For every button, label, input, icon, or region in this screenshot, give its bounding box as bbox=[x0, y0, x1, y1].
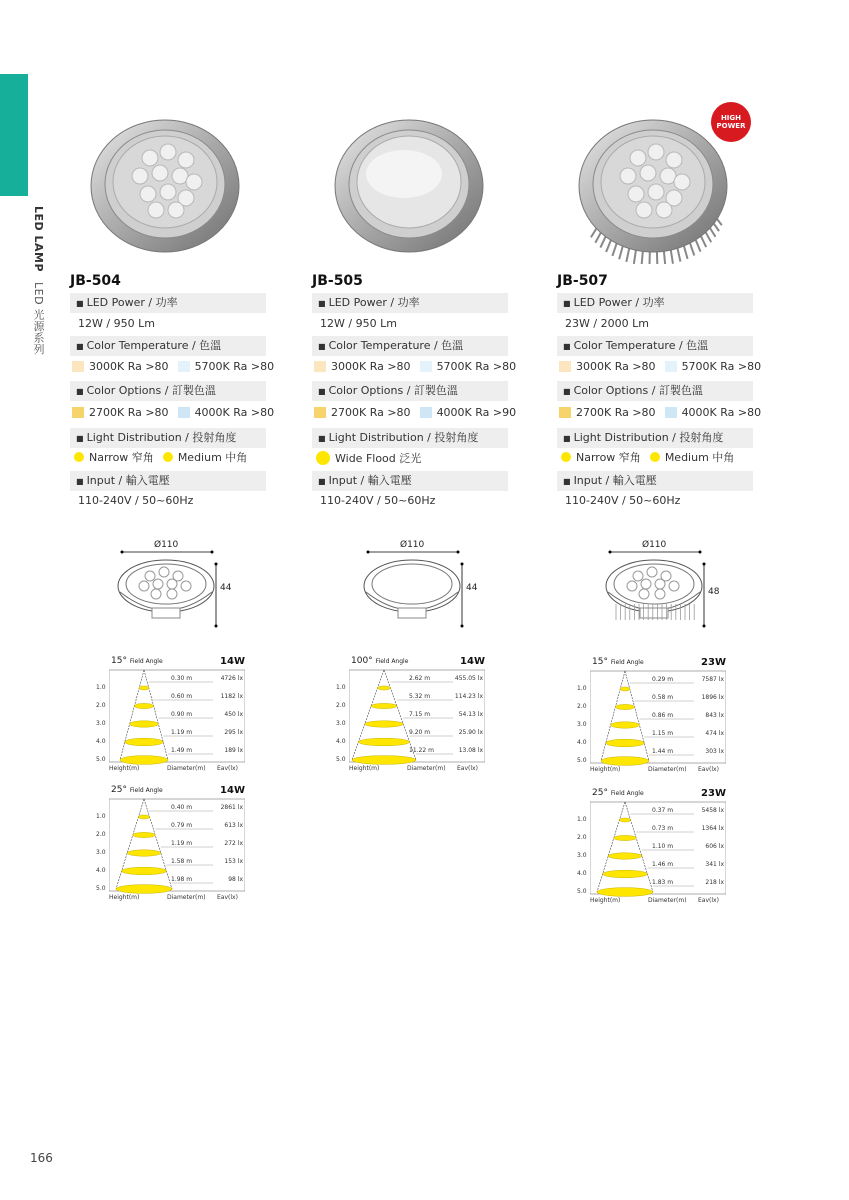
sidebar-label-zh: LED 光源系列 bbox=[32, 282, 45, 356]
beam-dot bbox=[163, 452, 173, 462]
bullet-icon: ■ bbox=[76, 434, 84, 443]
cool-swatch bbox=[665, 361, 677, 372]
height-tick: 5.0 bbox=[577, 888, 587, 895]
height-tick: 3.0 bbox=[577, 721, 587, 728]
spec-header bbox=[312, 293, 508, 313]
spec-header bbox=[70, 336, 266, 356]
height-tick: 3.0 bbox=[336, 720, 346, 727]
height-tick: 3.0 bbox=[96, 720, 106, 727]
diameter-value: 1.46 m bbox=[652, 861, 674, 868]
beam-dot bbox=[316, 451, 330, 465]
illuminance-ellipse bbox=[615, 704, 634, 709]
height-tick: 1.0 bbox=[96, 813, 106, 820]
angle-value: 25° bbox=[592, 788, 608, 798]
spec-header-label: Light Distribution / 投射角度 bbox=[573, 431, 724, 444]
bullet-icon: ■ bbox=[318, 299, 326, 308]
illuminance-ellipse bbox=[134, 703, 153, 708]
lux-value: 613 lx bbox=[224, 822, 243, 829]
height-tick: 4.0 bbox=[96, 867, 106, 874]
diameter-value: 0.58 m bbox=[652, 694, 674, 701]
axis-diameter-label: Diameter(m) bbox=[648, 766, 687, 773]
height-tick: 2.0 bbox=[577, 703, 587, 710]
spec-header-label: Color Options / 訂製色溫 bbox=[86, 384, 216, 397]
axis-eav-label: Eav(lx) bbox=[217, 894, 238, 901]
spec-header-label: LED Power / 功率 bbox=[86, 296, 178, 309]
color-temp-values bbox=[559, 360, 761, 374]
ct-b: 5700K Ra >80 bbox=[436, 360, 517, 373]
lux-value: 7587 lx bbox=[701, 676, 724, 683]
height-tick: 2.0 bbox=[336, 702, 346, 709]
illuminance-ellipse bbox=[371, 703, 397, 708]
lux-value: 295 lx bbox=[224, 729, 243, 736]
height-tick: 4.0 bbox=[577, 739, 587, 746]
lux-value: 1182 lx bbox=[220, 693, 243, 700]
diameter-value: 1.19 m bbox=[171, 840, 193, 847]
bullet-icon: ■ bbox=[76, 477, 84, 486]
diameter-value: 0.60 m bbox=[171, 693, 193, 700]
angle-value: 100° bbox=[351, 656, 373, 666]
chart-watt: 23W bbox=[701, 657, 726, 668]
illuminance-ellipse bbox=[138, 815, 149, 819]
illuminance-ellipse bbox=[606, 739, 644, 747]
lux-value: 98 lx bbox=[228, 876, 243, 883]
spec-header bbox=[70, 381, 266, 401]
spec-header-label: LED Power / 功率 bbox=[328, 296, 420, 309]
beam-chart bbox=[96, 656, 245, 778]
blue-swatch bbox=[665, 407, 677, 418]
lux-value: 1896 lx bbox=[701, 694, 724, 701]
height-tick: 2.0 bbox=[96, 831, 106, 838]
diameter-value: 0.73 m bbox=[652, 825, 674, 832]
illuminance-ellipse bbox=[611, 722, 640, 728]
diameter-label: Ø110 bbox=[400, 540, 425, 550]
illuminance-ellipse bbox=[378, 686, 391, 690]
lux-value: 450 lx bbox=[224, 711, 243, 718]
beam-chart bbox=[96, 785, 245, 907]
illuminance-ellipse bbox=[597, 888, 653, 897]
input-value: 110-240V / 50~60Hz bbox=[78, 494, 194, 507]
bullet-icon: ■ bbox=[563, 342, 571, 351]
axis-eav-label: Eav(lx) bbox=[217, 765, 238, 772]
lux-value: 4726 lx bbox=[220, 675, 243, 682]
illuminance-ellipse bbox=[120, 756, 168, 765]
chart-watt: 14W bbox=[460, 656, 485, 667]
field-angle-label: Field Angle bbox=[610, 790, 644, 797]
badge-line1: HIGH bbox=[720, 114, 742, 122]
height-tick: 2.0 bbox=[577, 834, 587, 841]
sidebar-label bbox=[30, 206, 46, 355]
ct-a: 3000K Ra >80 bbox=[89, 360, 169, 373]
bullet-icon: ■ bbox=[76, 342, 84, 351]
height-label: 44 bbox=[466, 583, 478, 593]
field-angle-label: Field Angle bbox=[129, 787, 163, 794]
diameter-value: 11.22 m bbox=[409, 747, 434, 754]
power-value: 12W / 950 Lm bbox=[320, 317, 397, 330]
co-a: 2700K Ra >80 bbox=[89, 406, 169, 419]
color-temp-values bbox=[314, 360, 516, 374]
height-tick: 4.0 bbox=[96, 738, 106, 745]
lux-value: 13.08 lx bbox=[458, 747, 483, 754]
bullet-icon: ■ bbox=[563, 477, 571, 486]
diameter-value: 1.15 m bbox=[652, 730, 674, 737]
beam-dot bbox=[74, 452, 84, 462]
diameter-value: 1.58 m bbox=[171, 858, 193, 865]
height-tick: 5.0 bbox=[336, 756, 346, 763]
angle-value: 15° bbox=[592, 657, 608, 667]
diameter-value: 1.83 m bbox=[652, 879, 674, 886]
height-label: 44 bbox=[220, 583, 232, 593]
bullet-icon: ■ bbox=[76, 387, 84, 396]
bullet-icon: ■ bbox=[318, 387, 326, 396]
field-angle-label: Field Angle bbox=[610, 659, 644, 666]
lux-value: 114.23 lx bbox=[454, 693, 483, 700]
diameter-value: 2.62 m bbox=[409, 675, 431, 682]
dimension-drawing bbox=[114, 542, 234, 632]
blue-swatch bbox=[178, 407, 190, 418]
angle-value: 25° bbox=[111, 785, 127, 795]
illuminance-ellipse bbox=[116, 885, 172, 894]
lux-value: 189 lx bbox=[224, 747, 243, 754]
co-b: 4000K Ra >90 bbox=[436, 406, 517, 419]
spec-header-label: Color Options / 訂製色溫 bbox=[328, 384, 458, 397]
diameter-value: 0.86 m bbox=[652, 712, 674, 719]
color-option-values bbox=[559, 406, 761, 420]
spec-header-label: Light Distribution / 投射角度 bbox=[86, 431, 237, 444]
diameter-value: 1.98 m bbox=[171, 876, 193, 883]
sidebar-label-en: LED LAMP bbox=[32, 206, 45, 273]
spec-header bbox=[312, 336, 508, 356]
badge-line2: POWER bbox=[716, 122, 746, 130]
amber-swatch bbox=[72, 407, 84, 418]
axis-diameter-label: Diameter(m) bbox=[407, 765, 446, 772]
spec-header-label: Color Temperature / 色溫 bbox=[573, 339, 709, 352]
diameter-value: 9.20 m bbox=[409, 729, 431, 736]
illuminance-ellipse bbox=[601, 757, 649, 766]
chart-watt: 14W bbox=[220, 656, 245, 667]
diameter-value: 7.15 m bbox=[409, 711, 431, 718]
input-value: 110-240V / 50~60Hz bbox=[320, 494, 436, 507]
product-image bbox=[334, 118, 484, 264]
illuminance-ellipse bbox=[127, 850, 161, 856]
diameter-value: 0.90 m bbox=[171, 711, 193, 718]
lux-value: 218 lx bbox=[705, 879, 724, 886]
height-tick: 4.0 bbox=[577, 870, 587, 877]
amber-swatch bbox=[559, 407, 571, 418]
cool-swatch bbox=[178, 361, 190, 372]
spec-header bbox=[557, 428, 753, 448]
spec-header bbox=[70, 471, 266, 491]
diameter-value: 1.44 m bbox=[652, 748, 674, 755]
spec-header-label: Color Temperature / 色溫 bbox=[328, 339, 464, 352]
co-b: 4000K Ra >80 bbox=[681, 406, 762, 419]
axis-height-label: Height(m) bbox=[109, 765, 140, 772]
axis-height-label: Height(m) bbox=[590, 897, 621, 904]
co-b: 4000K Ra >80 bbox=[194, 406, 275, 419]
high-power-badge bbox=[711, 102, 751, 142]
axis-height-label: Height(m) bbox=[349, 765, 380, 772]
page-number: 166 bbox=[30, 1151, 53, 1165]
warm-swatch bbox=[72, 361, 84, 372]
height-tick: 3.0 bbox=[577, 852, 587, 859]
axis-height-label: Height(m) bbox=[109, 894, 140, 901]
spec-header-label: Input / 輸入電壓 bbox=[573, 474, 657, 487]
axis-diameter-label: Diameter(m) bbox=[167, 894, 206, 901]
bullet-icon: ■ bbox=[563, 434, 571, 443]
dimension-drawing bbox=[360, 542, 480, 632]
warm-swatch bbox=[559, 361, 571, 372]
ct-a: 3000K Ra >80 bbox=[576, 360, 656, 373]
spec-header bbox=[312, 381, 508, 401]
diameter-value: 5.32 m bbox=[409, 693, 431, 700]
diameter-label: Ø110 bbox=[642, 540, 667, 550]
color-option-values bbox=[72, 406, 274, 420]
lux-value: 1364 lx bbox=[701, 825, 724, 832]
blue-swatch bbox=[420, 407, 432, 418]
height-tick: 1.0 bbox=[577, 685, 587, 692]
lux-value: 2861 lx bbox=[220, 804, 243, 811]
height-tick: 1.0 bbox=[96, 684, 106, 691]
input-value: 110-240V / 50~60Hz bbox=[565, 494, 681, 507]
height-label: 48 bbox=[708, 587, 720, 597]
lux-value: 272 lx bbox=[224, 840, 243, 847]
distribution-values bbox=[316, 451, 421, 466]
height-tick: 4.0 bbox=[336, 738, 346, 745]
ld-a: Narrow 窄角 bbox=[89, 451, 154, 464]
axis-diameter-label: Diameter(m) bbox=[648, 897, 687, 904]
illuminance-ellipse bbox=[122, 867, 167, 875]
bullet-icon: ■ bbox=[563, 299, 571, 308]
bullet-icon: ■ bbox=[563, 387, 571, 396]
model-name: JB-504 bbox=[70, 273, 121, 289]
model-name: JB-507 bbox=[557, 273, 608, 289]
illuminance-ellipse bbox=[619, 818, 630, 822]
warm-swatch bbox=[314, 361, 326, 372]
illuminance-ellipse bbox=[603, 870, 648, 878]
co-a: 2700K Ra >80 bbox=[576, 406, 656, 419]
height-tick: 3.0 bbox=[96, 849, 106, 856]
lux-value: 303 lx bbox=[705, 748, 724, 755]
height-tick: 1.0 bbox=[577, 816, 587, 823]
distribution-values bbox=[74, 451, 247, 465]
product-image bbox=[578, 118, 728, 264]
axis-height-label: Height(m) bbox=[590, 766, 621, 773]
diameter-value: 0.40 m bbox=[171, 804, 193, 811]
height-tick: 1.0 bbox=[336, 684, 346, 691]
amber-swatch bbox=[314, 407, 326, 418]
spec-header-label: Input / 輸入電壓 bbox=[328, 474, 412, 487]
ld-a: Wide Flood 泛光 bbox=[335, 452, 422, 465]
color-temp-values bbox=[72, 360, 274, 374]
co-a: 2700K Ra >80 bbox=[331, 406, 411, 419]
lux-value: 455.05 lx bbox=[454, 675, 483, 682]
beam-dot bbox=[650, 452, 660, 462]
ld-b: Medium 中角 bbox=[664, 451, 735, 464]
field-angle-label: Field Angle bbox=[375, 658, 409, 665]
illuminance-ellipse bbox=[614, 835, 636, 840]
height-tick: 2.0 bbox=[96, 702, 106, 709]
axis-eav-label: Eav(lx) bbox=[698, 897, 719, 904]
diameter-value: 1.19 m bbox=[171, 729, 193, 736]
diameter-value: 1.10 m bbox=[652, 843, 674, 850]
spec-header bbox=[557, 293, 753, 313]
ld-b: Medium 中角 bbox=[177, 451, 248, 464]
bullet-icon: ■ bbox=[318, 434, 326, 443]
lux-value: 474 lx bbox=[705, 730, 724, 737]
spec-header-label: LED Power / 功率 bbox=[573, 296, 665, 309]
height-tick: 5.0 bbox=[96, 885, 106, 892]
diameter-value: 0.29 m bbox=[652, 676, 674, 683]
field-angle-label: Field Angle bbox=[129, 658, 163, 665]
axis-eav-label: Eav(lx) bbox=[698, 766, 719, 773]
spec-header bbox=[70, 428, 266, 448]
beam-dot bbox=[561, 452, 571, 462]
illuminance-ellipse bbox=[358, 738, 409, 746]
axis-eav-label: Eav(lx) bbox=[457, 765, 478, 772]
bullet-icon: ■ bbox=[76, 299, 84, 308]
illuminance-ellipse bbox=[130, 721, 159, 727]
illuminance-ellipse bbox=[620, 687, 630, 691]
spec-header-label: Input / 輸入電壓 bbox=[86, 474, 170, 487]
diameter-label: Ø110 bbox=[154, 540, 179, 550]
spec-header bbox=[557, 336, 753, 356]
diameter-value: 0.79 m bbox=[171, 822, 193, 829]
beam-chart bbox=[577, 657, 726, 779]
lux-value: 153 lx bbox=[224, 858, 243, 865]
ld-a: Narrow 窄角 bbox=[576, 451, 641, 464]
illuminance-ellipse bbox=[139, 686, 149, 690]
spec-header bbox=[312, 471, 508, 491]
section-tab bbox=[0, 74, 28, 196]
beam-chart bbox=[336, 656, 485, 778]
height-tick: 5.0 bbox=[577, 757, 587, 764]
height-tick: 5.0 bbox=[96, 756, 106, 763]
lux-value: 843 lx bbox=[705, 712, 724, 719]
lux-value: 25.90 lx bbox=[458, 729, 483, 736]
ct-a: 3000K Ra >80 bbox=[331, 360, 411, 373]
cool-swatch bbox=[420, 361, 432, 372]
lux-value: 5458 lx bbox=[701, 807, 724, 814]
spec-header bbox=[312, 428, 508, 448]
color-option-values bbox=[314, 406, 516, 420]
model-name: JB-505 bbox=[312, 273, 363, 289]
dimension-drawing bbox=[602, 542, 722, 632]
chart-watt: 23W bbox=[701, 788, 726, 799]
ct-b: 5700K Ra >80 bbox=[194, 360, 275, 373]
product-image bbox=[90, 118, 240, 264]
beam-chart bbox=[577, 788, 726, 910]
illuminance-ellipse bbox=[608, 853, 642, 859]
spec-header-label: Color Temperature / 色溫 bbox=[86, 339, 222, 352]
bullet-icon: ■ bbox=[318, 477, 326, 486]
spec-header bbox=[557, 471, 753, 491]
lux-value: 341 lx bbox=[705, 861, 724, 868]
ct-b: 5700K Ra >80 bbox=[681, 360, 762, 373]
spec-header-label: Color Options / 訂製色溫 bbox=[573, 384, 703, 397]
power-value: 23W / 2000 Lm bbox=[565, 317, 649, 330]
bullet-icon: ■ bbox=[318, 342, 326, 351]
illuminance-ellipse bbox=[125, 738, 163, 746]
diameter-value: 1.49 m bbox=[171, 747, 193, 754]
illuminance-ellipse bbox=[133, 832, 155, 837]
lux-value: 54.13 lx bbox=[458, 711, 483, 718]
diameter-value: 0.37 m bbox=[652, 807, 674, 814]
illuminance-ellipse bbox=[352, 756, 416, 765]
lux-value: 606 lx bbox=[705, 843, 724, 850]
spec-header-label: Light Distribution / 投射角度 bbox=[328, 431, 479, 444]
angle-value: 15° bbox=[111, 656, 127, 666]
chart-watt: 14W bbox=[220, 785, 245, 796]
diameter-value: 0.30 m bbox=[171, 675, 193, 682]
illuminance-ellipse bbox=[365, 721, 403, 727]
axis-diameter-label: Diameter(m) bbox=[167, 765, 206, 772]
power-value: 12W / 950 Lm bbox=[78, 317, 155, 330]
spec-header bbox=[557, 381, 753, 401]
spec-header bbox=[70, 293, 266, 313]
distribution-values bbox=[561, 451, 734, 465]
